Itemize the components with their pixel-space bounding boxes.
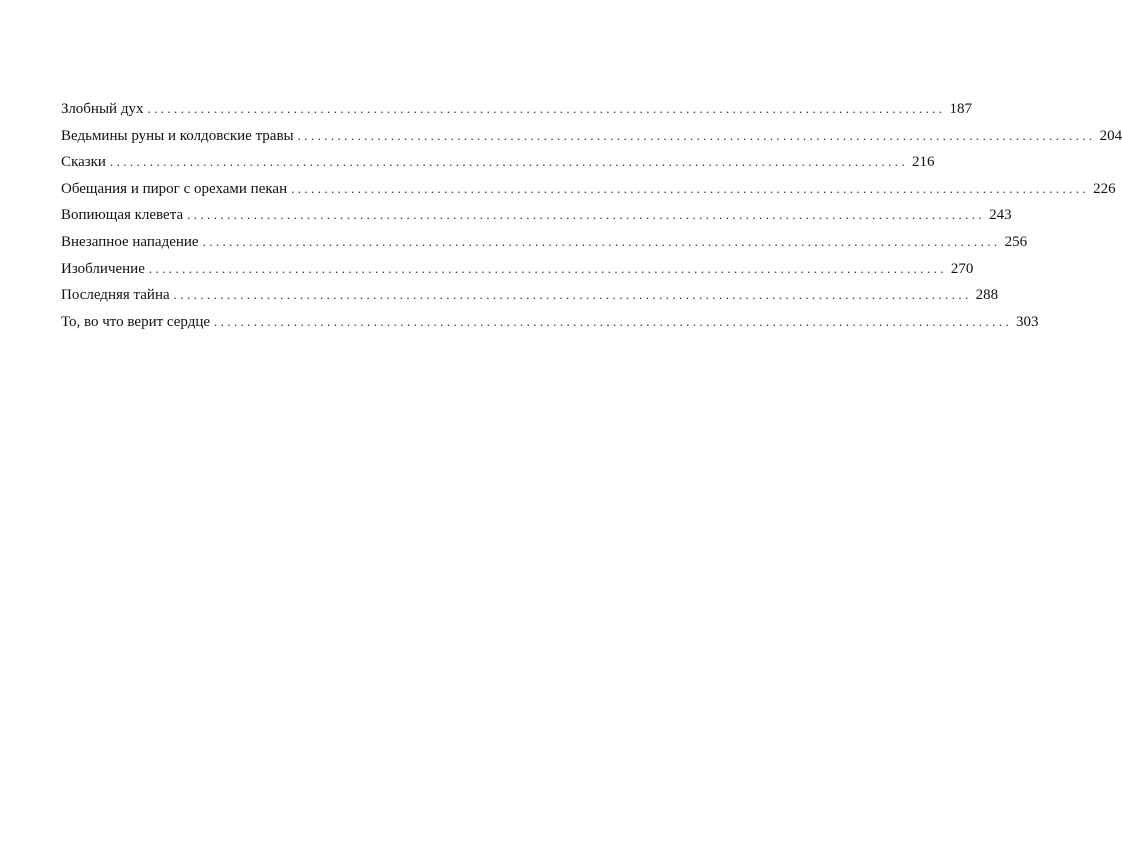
toc-entry-page: 288 [975, 287, 999, 304]
toc-entry-title: Обещания и пирог с орехами пекан [61, 180, 288, 197]
toc-entry-page: 256 [1004, 233, 1028, 250]
toc-entry-page: 243 [989, 207, 1012, 224]
toc-entry [61, 96, 972, 123]
toc-entry [61, 256, 974, 283]
toc-dot-leader: ........................................................................................................................ [147, 101, 946, 116]
toc-entry-page: 303 [1016, 313, 1039, 330]
toc-entry-page: 270 [950, 260, 974, 277]
toc-entry-title: Последняя тайна [61, 287, 170, 304]
toc-entry-title: Ведьмины руны и колдовские травы [61, 127, 294, 144]
toc-entry [61, 176, 1116, 203]
toc-entry-title: Вопиющая клевета [61, 207, 184, 224]
toc-entry-title: Внезапное нападение [61, 233, 199, 250]
toc-entry [61, 309, 1039, 336]
toc-entry-title: То, во что верит сердце [61, 313, 211, 330]
toc-entry [61, 229, 1028, 256]
toc-dot-leader: ........................................................................................................................ [148, 260, 947, 276]
toc-entry [61, 149, 935, 176]
toc-entry [61, 202, 1012, 229]
toc-dot-leader: ........................................................................................................................ [202, 233, 1001, 249]
toc-entry-title: Сказки [61, 154, 106, 171]
toc-dot-leader: ........................................................................................................................ [214, 313, 1013, 329]
toc-entry-title: Злобный дух [61, 101, 144, 117]
toc-dot-leader: ........................................................................................................................ [109, 154, 908, 170]
toc-dot-leader: ........................................................................................................................ [187, 207, 986, 223]
toc-entry-page: 216 [911, 154, 935, 171]
toc-entry [61, 123, 1122, 150]
toc-dot-leader: ........................................................................................................................ [297, 127, 1096, 143]
table-of-contents [61, 96, 1122, 335]
toc-entry-page: 226 [1093, 180, 1116, 197]
toc-entry-page: 187 [949, 101, 972, 117]
toc-entry-title: Изобличение [61, 260, 145, 277]
toc-entry [61, 282, 999, 309]
toc-dot-leader: ........................................................................................................................ [173, 287, 972, 303]
toc-dot-leader: ........................................................................................................................ [291, 180, 1090, 196]
toc-entry-page: 204 [1099, 127, 1122, 144]
